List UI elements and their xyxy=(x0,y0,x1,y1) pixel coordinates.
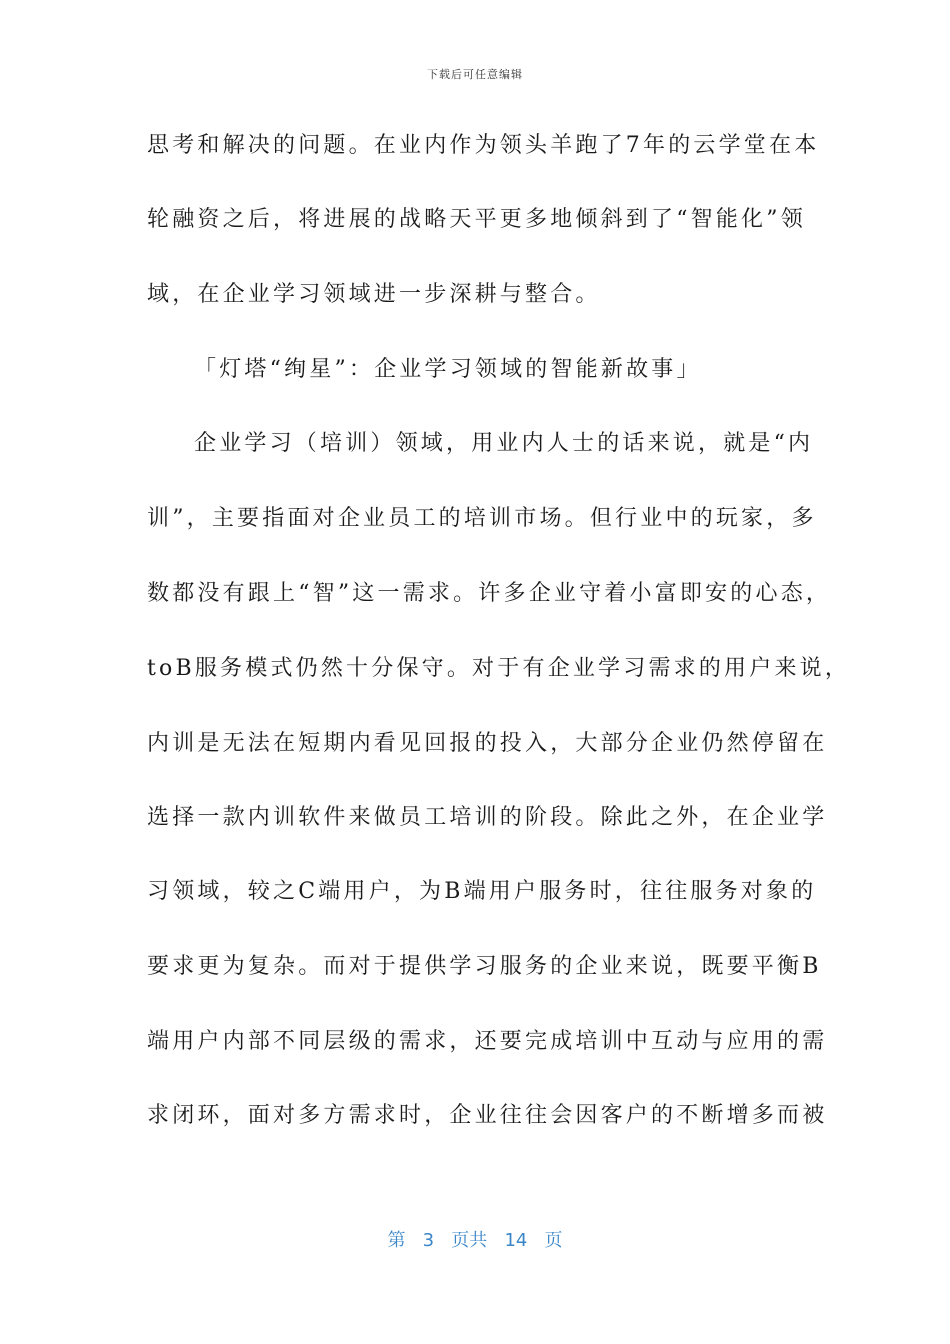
body-line-7: 数都没有跟上“智”这一需求。许多企业守着小富即安的心态， xyxy=(147,581,832,606)
body-line-8: toB服务模式仍然十分保守。对于有企业学习需求的用户来说， xyxy=(147,656,851,681)
body-line-13: 端用户内部不同层级的需求，还要完成培训中互动与应用的需 xyxy=(147,1029,828,1054)
body-line-9: 内训是无法在短期内看见回报的投入，大部分企业仍然停留在 xyxy=(147,731,828,756)
body-line-2: 轮融资之后，将进展的战略天平更多地倾斜到了“智能化”领 xyxy=(147,207,806,232)
body-line-1: 思考和解决的问题。在业内作为领头羊跑了7年的云学堂在本 xyxy=(147,133,820,158)
footer-label-middle: 页共 xyxy=(451,1230,488,1251)
footer-total-pages: 14 xyxy=(504,1230,528,1251)
footer-label-suffix: 页 xyxy=(544,1230,563,1251)
header-note: 下载后可任意编辑 xyxy=(427,68,523,81)
page-footer xyxy=(0,1226,950,1252)
body-line-5: 企业学习（培训）领域，用业内人士的话来说，就是“内 xyxy=(194,431,814,456)
footer-current-page: 3 xyxy=(422,1230,435,1251)
body-line-14: 求闭环，面对多方需求时，企业往往会因客户的不断增多而被 xyxy=(147,1103,828,1128)
section-heading: 「灯塔“绚星”：企业学习领域的智能新故事」 xyxy=(194,357,702,382)
body-line-3: 域，在企业学习领域进一步深耕与整合。 xyxy=(147,282,601,307)
footer-label-prefix: 第 xyxy=(387,1230,406,1251)
body-line-6: 训”，主要指面对企业员工的培训市场。但行业中的玩家，多 xyxy=(147,506,817,531)
body-line-10: 选择一款内训软件来做员工培训的阶段。除此之外，在企业学 xyxy=(147,805,828,830)
body-line-11: 习领域，较之C端用户，为B端用户服务时，往往服务对象的 xyxy=(147,879,817,904)
body-line-12: 要求更为复杂。而对于提供学习服务的企业来说，既要平衡B xyxy=(147,954,822,979)
